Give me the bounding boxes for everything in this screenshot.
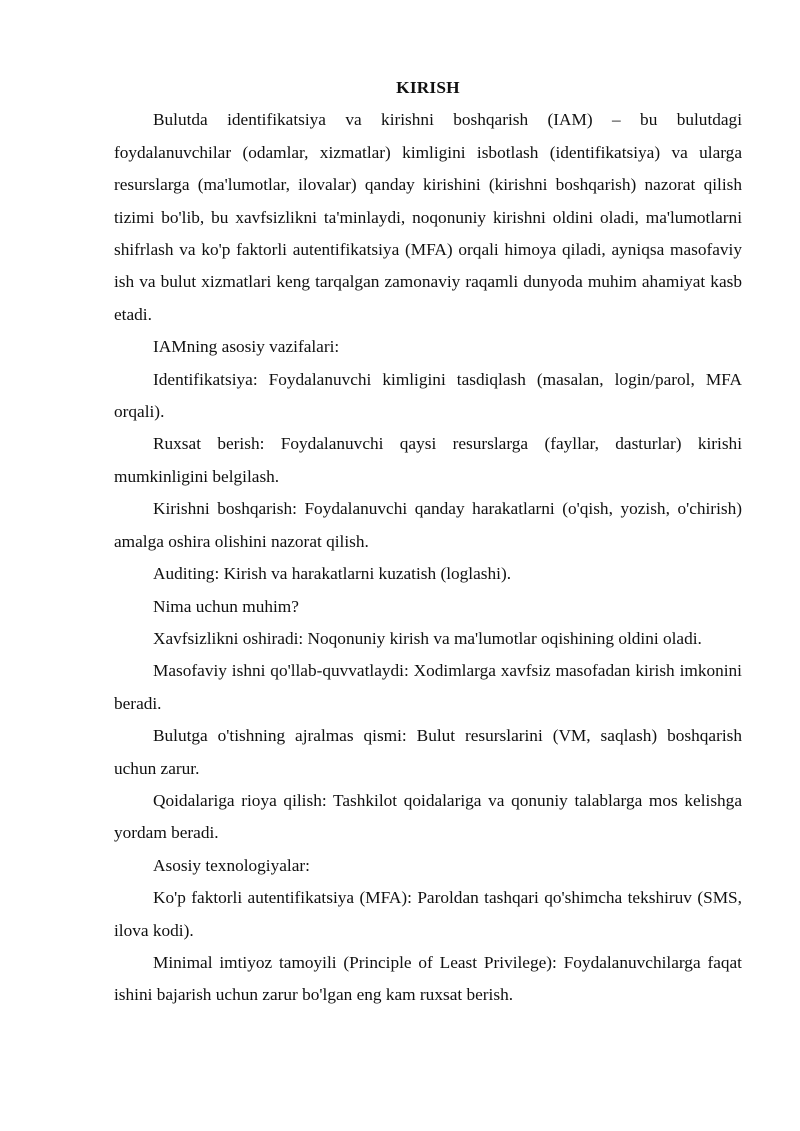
- paragraph-remote-work: Masofaviy ishni qo'llab-quvvatlaydi: Xodimlarga xavfsiz masofadan kirish imkonini beradi.: [114, 661, 742, 713]
- paragraph-compliance: Qoidalariga rioya qilish: Tashkilot qoidalariga va qonuniy talablarga mos kelishga yordam beradi.: [114, 790, 742, 843]
- paragraph-auditing: Auditing: Kirish va harakatlarni kuzatish (loglashi).: [153, 564, 512, 584]
- paragraph-identification: Identifikatsiya: Foydalanuvchi kimligini tasdiqlash (masalan, login/parol, MFA orqali).: [114, 369, 742, 422]
- paragraph-security: Xavfsizlikni oshiradi: Noqonuniy kirish va ma'lumotlar oqishining oldini oladi.: [153, 628, 702, 648]
- document-body: [114, 72, 742, 1012]
- paragraph-functions-heading: IAMning asosiy vazifalari:: [153, 337, 340, 357]
- paragraph-importance-heading: Nima uchun muhim?: [153, 596, 299, 616]
- page-title: KIRISH: [396, 78, 460, 97]
- paragraph-technologies-heading: Asosiy texnologiyalar:: [153, 855, 310, 875]
- paragraph-least-privilege: Minimal imtiyoz tamoyili (Principle of Least Privilege): Foydalanuvchilarga faqat ishini bajarish uchun zarur bo'lgan eng kam ruxsat berish.: [114, 952, 742, 1005]
- paragraph-access-management: Kirishni boshqarish: Foydalanuvchi qanday harakatlarni (o'qish, yozish, o'chirish) amalga oshira olishini nazorat qilish.: [114, 499, 742, 551]
- paragraph-mfa: Ko'p faktorli autentifikatsiya (MFA): Paroldan tashqari qo'shimcha tekshiruv (SMS, ilova kodi).: [114, 888, 742, 940]
- paragraph-intro: Bulutda identifikatsiya va kirishni boshqarish (IAM) – bu bulutdagi foydalanuvchilar (odamlar, xizmatlar) kimligini isbotlash (identifikatsiya) va ularga resurslarga (ma'lumotlar, ilovalar) qanday kirishini (kirishni boshqarish) nazorat qilish tizimi bo'lib, bu xavfsizlikni ta'minlaydi, noqonuniy kirishni oldini oladi, ma'lumotlarni shifrlash va ko'p faktorli autentifikatsiya (MFA) orqali himoya qiladi, ayniqsa masofaviy ish va bulut xizmatlari keng tarqalgan zamonaviy raqamli dunyoda muhim ahamiyat kasb etadi.: [114, 110, 742, 324]
- paragraph-authorization: Ruxsat berish: Foydalanuvchi qaysi resurslarga (fayllar, dasturlar) kirishi mumkinligini belgilash.: [114, 434, 742, 486]
- paragraph-cloud-migration: Bulutga o'tishning ajralmas qismi: Bulut resurslarini (VM, saqlash) boshqarish uchun zarur.: [114, 726, 742, 778]
